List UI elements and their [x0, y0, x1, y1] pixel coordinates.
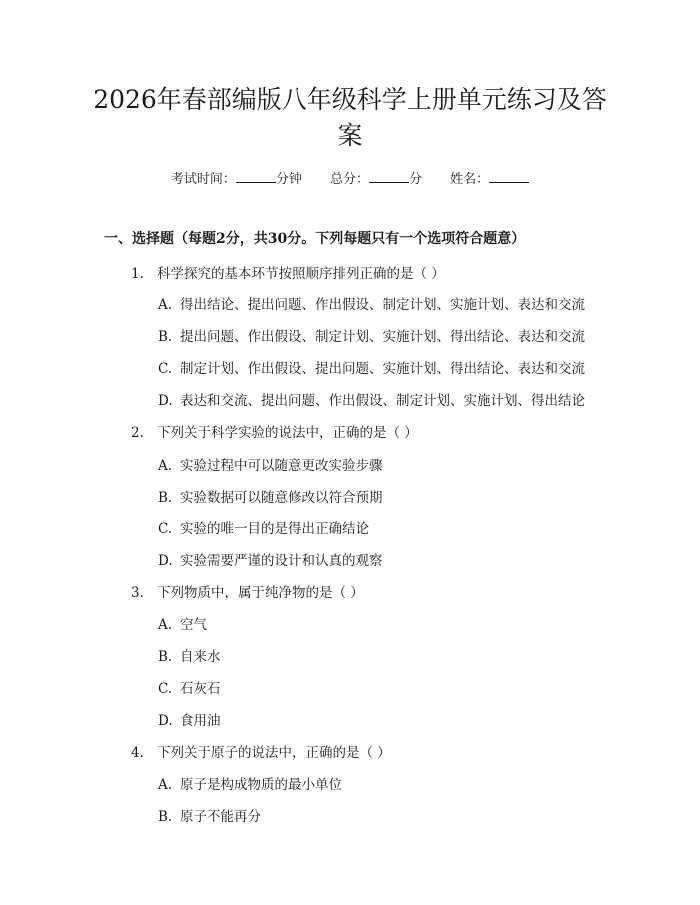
option-text: 提出问题、作出假设、制定计划、实施计划、得出结论、表达和交流 — [180, 329, 585, 345]
option-letter: B. — [158, 329, 173, 345]
question-1-option-c — [158, 357, 585, 377]
total-score-blank — [369, 170, 409, 183]
question-4-option-b — [158, 805, 261, 825]
question-3-option-c — [158, 677, 221, 697]
option-letter: D. — [158, 393, 173, 409]
option-letter: A. — [158, 777, 173, 793]
option-letter: D. — [158, 713, 173, 729]
option-letter: C. — [158, 521, 173, 537]
question-number: 1. — [131, 266, 144, 282]
option-letter: A. — [158, 458, 173, 474]
option-letter: A. — [158, 617, 173, 633]
question-number: 2. — [131, 425, 144, 441]
exam-time-label: 考试时间： — [170, 172, 236, 187]
question-3-option-a — [158, 613, 207, 633]
question-1-option-b — [158, 325, 585, 345]
option-letter: D. — [158, 553, 173, 569]
option-text: 实验的唯一目的是得出正确结论 — [180, 521, 369, 537]
student-name-blank — [489, 170, 529, 183]
option-letter: C. — [158, 681, 173, 697]
question-3-option-d — [158, 709, 221, 729]
question-2-option-d — [158, 549, 383, 569]
question-number: 4. — [131, 745, 144, 761]
total-score — [330, 172, 422, 187]
section-heading: 一、选择题（每题2分，共30分。下列每题只有一个选项符合题意） — [104, 231, 526, 247]
student-name — [450, 172, 529, 187]
option-text: 自来水 — [180, 649, 221, 665]
question-number: 3. — [131, 585, 144, 601]
question-text: 下列关于科学实验的说法中，正确的是（ ） — [157, 425, 418, 441]
question-1-option-a — [158, 293, 585, 313]
option-text: 表达和交流、提出问题、作出假设、制定计划、实施计划、得出结论 — [180, 393, 585, 409]
question-2-option-a — [158, 454, 383, 474]
total-score-unit: 分 — [409, 172, 423, 187]
question-text: 下列关于原子的说法中，正确的是（ ） — [157, 745, 391, 761]
option-text: 石灰石 — [180, 681, 221, 697]
option-text: 空气 — [180, 617, 207, 633]
option-letter: B. — [158, 649, 173, 665]
option-text: 原子是构成物质的最小单位 — [180, 777, 342, 793]
option-letter: A. — [158, 297, 173, 313]
exam-time-blank — [236, 170, 276, 183]
option-letter: B. — [158, 490, 173, 506]
question-4 — [131, 741, 391, 761]
question-1 — [131, 262, 445, 282]
total-score-label: 总分： — [329, 172, 369, 187]
question-2-option-c — [158, 517, 369, 537]
page-title: 2026年春部编版八年级科学上册单元练习及答案 — [93, 85, 607, 150]
question-text: 科学探究的基本环节按照顺序排列正确的是（ ） — [157, 266, 445, 282]
question-3 — [131, 581, 364, 601]
question-3-option-b — [158, 645, 221, 665]
option-text: 食用油 — [180, 713, 221, 729]
option-letter: C. — [158, 361, 173, 377]
question-2-option-b — [158, 486, 383, 506]
option-text: 实验需要严谨的设计和认真的观察 — [180, 553, 383, 569]
option-text: 实验数据可以随意修改以符合预期 — [180, 490, 383, 506]
question-1-option-d — [158, 389, 585, 409]
option-text: 实验过程中可以随意更改实验步骤 — [180, 458, 383, 474]
student-name-label: 姓名： — [450, 172, 490, 187]
question-4-option-a — [158, 773, 342, 793]
option-text: 制定计划、作出假设、提出问题、实施计划、得出结论、表达和交流 — [180, 361, 585, 377]
question-2 — [131, 421, 418, 441]
option-text: 原子不能再分 — [180, 809, 261, 825]
exam-meta — [0, 168, 700, 187]
option-letter: B. — [158, 809, 173, 825]
option-text: 得出结论、提出问题、作出假设、制定计划、实施计划、表达和交流 — [180, 297, 585, 313]
exam-time-unit: 分钟 — [275, 172, 302, 187]
exam-time — [171, 172, 302, 187]
question-text: 下列物质中，属于纯净物的是（ ） — [157, 585, 364, 601]
